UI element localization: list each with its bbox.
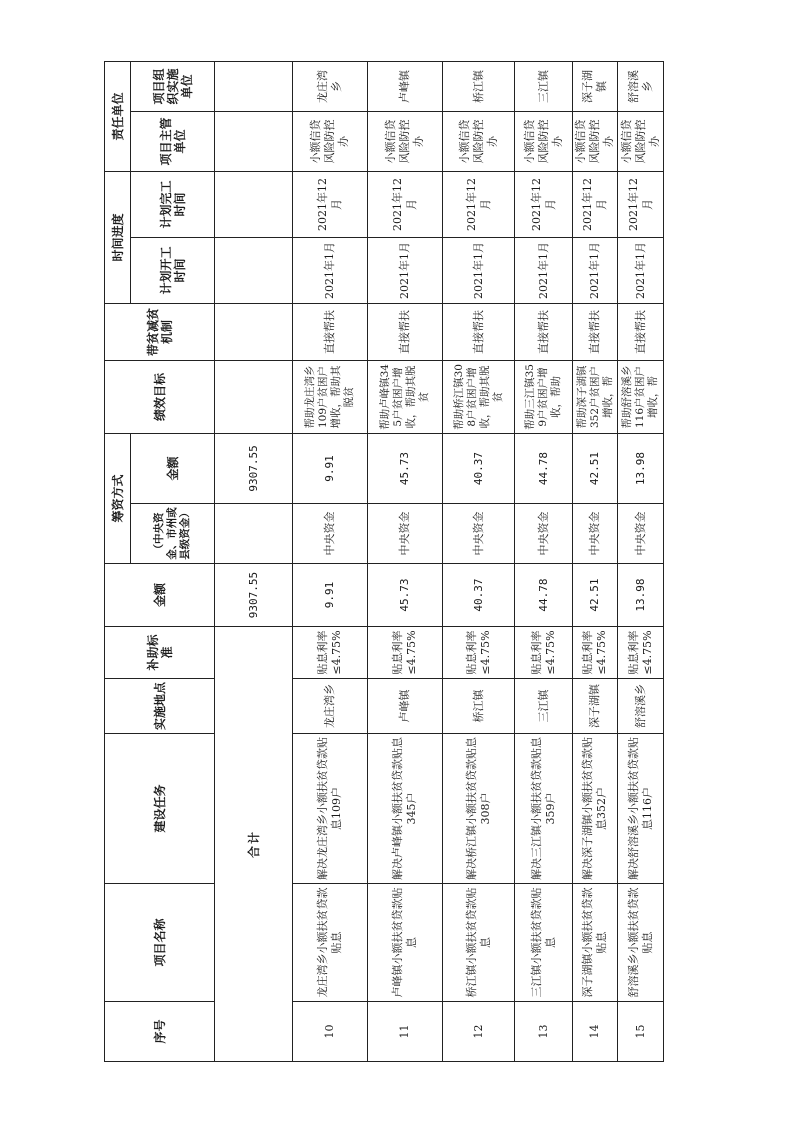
row-end: 2021年12月: [618, 171, 664, 237]
row-implementer: 深子湖镇: [573, 61, 618, 111]
row-amount: 45.73: [368, 564, 443, 627]
row-task: 解决深子湖镇小额扶贫贷款贴息352户: [573, 734, 618, 884]
row-seq: 14: [573, 1002, 618, 1062]
row-amount: 40.37: [443, 564, 515, 627]
row-supervisor: 小额信贷风险防控办: [515, 111, 573, 171]
row-source: 中央资金: [618, 504, 664, 564]
row-amount: 42.51: [573, 564, 618, 627]
header-funding-method: 筹资方式: [105, 433, 131, 563]
total-amount: 9307.55: [215, 564, 293, 627]
row-performance: 帮助桥江镇308户贫困户增收，帮助其脱贫: [443, 360, 515, 433]
total-empty: [215, 61, 293, 111]
row-funding-amount: 44.78: [515, 433, 573, 503]
row-implementer: 龙庄湾乡: [293, 61, 368, 111]
row-mechanism: 直接帮扶: [443, 303, 515, 360]
row-start: 2021年1月: [443, 237, 515, 303]
header-mechanism: 带贫减贫机制: [105, 303, 215, 360]
row-mechanism: 直接帮扶: [293, 303, 368, 360]
row-location: 卢峰镇: [368, 679, 443, 734]
header-supervisor: 项目主管单位: [131, 111, 215, 171]
row-mechanism: 直接帮扶: [573, 303, 618, 360]
row-end: 2021年12月: [293, 171, 368, 237]
row-seq: 12: [443, 1002, 515, 1062]
row-end: 2021年12月: [515, 171, 573, 237]
row-task: 解决舒溶溪乡小额扶贫贷款贴息116户: [618, 734, 664, 884]
total-empty: [215, 303, 293, 360]
row-start: 2021年1月: [618, 237, 664, 303]
row-seq: 11: [368, 1002, 443, 1062]
row-supervisor: 小额信贷风险防控办: [618, 111, 664, 171]
header-performance: 绩效目标: [105, 360, 215, 433]
row-funding-amount: 9.91: [293, 433, 368, 503]
row-supervisor: 小额信贷风险防控办: [368, 111, 443, 171]
row-standard: 贴息利率≤4.75%: [368, 627, 443, 679]
total-empty: [215, 360, 293, 433]
row-performance: 帮助卢峰镇345户贫困户增收，帮助其脱贫: [368, 360, 443, 433]
row-standard: 贴息利率≤4.75%: [618, 627, 664, 679]
row-seq: 15: [618, 1002, 664, 1062]
row-start: 2021年1月: [515, 237, 573, 303]
row-location: 三江镇: [515, 679, 573, 734]
header-standard: 补助标准: [105, 627, 215, 679]
row-task: 解决桥江镇小额扶贫贷款贴息308户: [443, 734, 515, 884]
header-end: 计划完工时间: [131, 171, 215, 237]
row-task: 解决三江镇小额扶贫贷款贴息359户: [515, 734, 573, 884]
total-funding-amount: 9307.55: [215, 433, 293, 503]
row-performance: 帮助深子湖镇352户贫困户增收，帮: [573, 360, 618, 433]
row-amount: 9.91: [293, 564, 368, 627]
table-row: [293, 61, 368, 1061]
row-supervisor: 小额信贷风险防控办: [573, 111, 618, 171]
header-location: 实施地点: [105, 679, 215, 734]
row-source: 中央资金: [293, 504, 368, 564]
table-row: [368, 61, 443, 1061]
row-task: 解决龙庄湾乡小额扶贫贷款贴息109户: [293, 734, 368, 884]
header-start: 计划开工时间: [131, 237, 215, 303]
total-empty: [215, 171, 293, 237]
row-standard: 贴息利率≤4.75%: [443, 627, 515, 679]
table-row: [618, 61, 664, 1061]
row-seq: 10: [293, 1002, 368, 1062]
project-table: [104, 61, 664, 1062]
row-implementer: 舒溶溪乡: [618, 61, 664, 111]
row-name: 舒溶溪乡小额扶贫贷款贴息: [618, 884, 664, 1002]
row-end: 2021年12月: [368, 171, 443, 237]
row-performance: 帮助龙庄湾乡109户贫困户增收，帮助其脱贫: [293, 360, 368, 433]
total-empty: [215, 237, 293, 303]
header-seq: 序号: [105, 1002, 215, 1062]
header-funding-source: （中央资金、市州或县级资金）: [131, 504, 215, 564]
row-implementer: 三江镇: [515, 61, 573, 111]
table-row: [443, 61, 515, 1061]
total-row: [215, 61, 293, 1061]
header-amount: 金额: [105, 564, 215, 627]
row-name: 深子湖镇小额扶贫贷款贴息: [573, 884, 618, 1002]
header-implementer: 项目组织实施单位: [131, 61, 215, 111]
row-location: 舒溶溪乡: [618, 679, 664, 734]
table-row: [515, 61, 573, 1061]
row-source: 中央资金: [573, 504, 618, 564]
total-empty: [215, 111, 293, 171]
header-funding-amount: 金额: [131, 433, 215, 503]
row-funding-amount: 40.37: [443, 433, 515, 503]
row-performance: 帮助三江镇359户贫困户增收，帮助: [515, 360, 573, 433]
row-supervisor: 小额信贷风险防控办: [293, 111, 368, 171]
row-start: 2021年1月: [368, 237, 443, 303]
row-source: 中央资金: [368, 504, 443, 564]
row-funding-amount: 42.51: [573, 433, 618, 503]
row-start: 2021年1月: [573, 237, 618, 303]
header-task: 建设任务: [105, 734, 215, 884]
table-container: [104, 62, 661, 1062]
row-standard: 贴息利率≤4.75%: [293, 627, 368, 679]
row-seq: 13: [515, 1002, 573, 1062]
table-row: [573, 61, 618, 1061]
row-location: 深子湖镇: [573, 679, 618, 734]
row-amount: 44.78: [515, 564, 573, 627]
row-source: 中央资金: [443, 504, 515, 564]
total-label: 合计: [215, 627, 293, 1062]
row-performance: 帮助舒溶溪乡116户贫困户增收，帮: [618, 360, 664, 433]
row-mechanism: 直接帮扶: [515, 303, 573, 360]
row-standard: 贴息利率≤4.75%: [515, 627, 573, 679]
row-standard: 贴息利率≤4.75%: [573, 627, 618, 679]
row-implementer: 桥江镇: [443, 61, 515, 111]
row-end: 2021年12月: [573, 171, 618, 237]
row-name: 卢峰镇小额扶贫贷款贴息: [368, 884, 443, 1002]
header-schedule: 时间进度: [105, 171, 131, 303]
row-implementer: 卢峰镇: [368, 61, 443, 111]
row-funding-amount: 45.73: [368, 433, 443, 503]
header-responsibility: 责任单位: [105, 61, 131, 171]
row-name: 龙庄湾乡小额扶贫贷款贴息: [293, 884, 368, 1002]
row-amount: 13.98: [618, 564, 664, 627]
row-location: 桥江镇: [443, 679, 515, 734]
row-location: 龙庄湾乡: [293, 679, 368, 734]
row-supervisor: 小额信贷风险防控办: [443, 111, 515, 171]
total-source-empty: [215, 504, 293, 564]
row-funding-amount: 13.98: [618, 433, 664, 503]
row-source: 中央资金: [515, 504, 573, 564]
row-name: 桥江镇小额扶贫贷款贴息: [443, 884, 515, 1002]
header-project-name: 项目名称: [105, 884, 215, 1002]
row-task: 解决卢峰镇小额扶贫贷款贴息345户: [368, 734, 443, 884]
row-start: 2021年1月: [293, 237, 368, 303]
row-name: 三江镇小额扶贫贷款贴息: [515, 884, 573, 1002]
row-mechanism: 直接帮扶: [618, 303, 664, 360]
row-mechanism: 直接帮扶: [368, 303, 443, 360]
row-end: 2021年12月: [443, 171, 515, 237]
